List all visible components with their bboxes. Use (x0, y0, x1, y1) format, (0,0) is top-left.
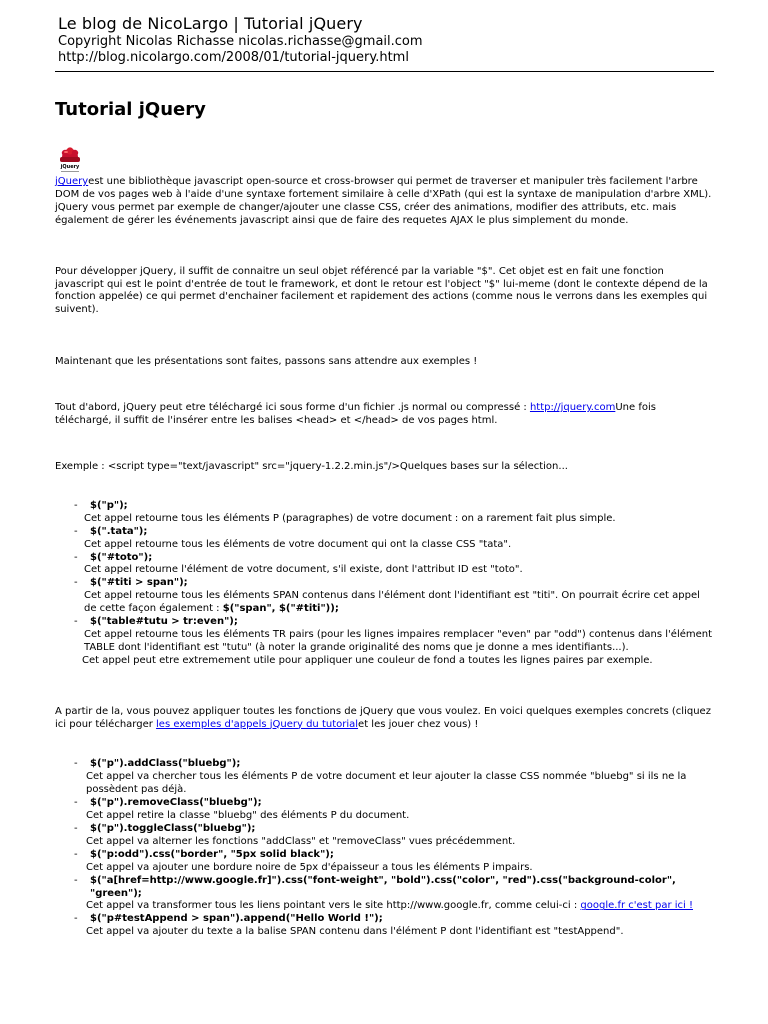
header-copyright: Copyright Nicolas Richasse nicolas.richasse@gmail.com (58, 34, 423, 49)
list-item (55, 797, 713, 823)
list-item (55, 577, 713, 616)
selector-desc-text: Cet appel retourne tous les éléments SPAN contenus dans l'élément dont l'identifiant est "titi". On pourrait écrire cet appel de cette façon également : (84, 590, 700, 615)
list-item (55, 552, 713, 578)
list-dash: - (74, 499, 78, 511)
method-code: $("a[href=http://www.google.fr]").css("font-weight", "bold").css("color", "red").css("background-color", "green"); (90, 874, 676, 899)
header-divider (55, 71, 714, 72)
list-dash: - (74, 913, 78, 925)
apply-paragraph (55, 706, 713, 732)
method-code: $("p").toggleClass("bluebg"); (90, 823, 256, 834)
selector-desc: Cet appel retourne tous les éléments de votre document qui ont la classe CSS "tata". (84, 538, 512, 550)
method-list (55, 758, 713, 939)
list-item (55, 758, 713, 797)
jquery-link[interactable]: jQuery (55, 176, 89, 187)
selector-code: $("#titi > span"); (90, 577, 188, 589)
list-item (55, 526, 713, 552)
selector-inline-code: $("span", $("#titi")); (222, 603, 339, 615)
selector-desc: Cet appel retourne l'élément de votre document, s'il existe, dont l'attribut ID est "toto". (84, 564, 523, 576)
list-dash: - (74, 616, 78, 628)
method-desc: Cet appel va alterner les fonctions "addClass" et "removeClass" vues précédemment. (86, 835, 516, 847)
header-title: Le blog de NicoLargo | Tutorial jQuery (58, 14, 363, 33)
examples-download-link[interactable]: les exemples d'appels jQuery du tutorial (156, 718, 359, 730)
intro-text: est une bibliothèque javascript open-source et cross-browser qui permet de traverser et manipuler très facilement l'arbre DOM de vos pages web à l'aide d'une syntaxe fortement similaire à celle d'XPath (qui est la syntaxe de manipulation d'arbre XML). jQuery vous permet par exemple de changer/ajouter une classe CSS, créer des animations, modifier des attributs, etc. mais également de gérer les événements javascript ainsi que de faire des requetes AJAX le plus simplement du monde. (55, 176, 712, 226)
list-dash: - (74, 797, 78, 809)
list-dash: - (74, 823, 78, 834)
selector-desc: Cet appel retourne tous les éléments TR pairs (pour les lignes impaires remplacer "even" par "odd") contenus dans l'élément TABLE dont l'identifiant est "tutu" (à noter la grande originalité des noms que je donne a mes identifiants...). (84, 628, 713, 653)
method-desc (55, 900, 713, 913)
method-desc: Cet appel va ajouter une bordure noire de 5px d'épaisseur a tous les éléments P impairs. (86, 861, 533, 873)
download-text-after: Une fois téléchargé, il suffit de l'insérer entre les balises <head> et </head> de vos pages html. (55, 402, 656, 427)
method-code: $("p#testAppend > span").append("Hello World !"); (90, 913, 383, 925)
list-item (55, 823, 713, 849)
article-body (55, 176, 713, 939)
list-dash: - (74, 551, 78, 563)
apply-text-after: et les jouer chez vous) ! (358, 718, 479, 730)
apply-text: A partir de la, vous pouvez appliquer toutes les fonctions de jQuery que vous voulez. En voici quelques exemples concrets (cliquez ici pour télécharger (55, 705, 711, 730)
selector-code: $("p"); (90, 499, 128, 511)
list-item (55, 616, 713, 668)
jquery-logo-icon (56, 146, 84, 176)
logo-caption: jQuery (60, 164, 80, 170)
list-dash: - (74, 758, 78, 770)
method-code: $("p").addClass("bluebg"); (90, 758, 241, 770)
list-item (55, 913, 713, 939)
example-line: Exemple : <script type="text/javascript" src="jquery-1.2.2.min.js"/>Quelques bases sur la sélection... (55, 460, 568, 472)
google-link[interactable]: google.fr c'est par ici ! (580, 900, 693, 912)
list-dash: - (74, 525, 78, 537)
selector-code: $(".tata"); (90, 525, 148, 537)
page-title: Tutorial jQuery (55, 99, 206, 120)
page-header (58, 14, 714, 66)
list-dash: - (74, 577, 78, 589)
list-item (55, 875, 713, 914)
header-url: http://blog.nicolargo.com/2008/01/tutorial-jquery.html (58, 50, 409, 65)
selector-desc: Cet appel retourne tous les éléments P (paragraphes) de votre document : on a rarement fait plus simple. (84, 512, 616, 524)
list-item (55, 500, 713, 526)
method-desc: Cet appel va ajouter du texte a la balise SPAN contenu dans l'élément P dont l'identifiant est "testAppend". (86, 926, 624, 938)
selector-desc (55, 590, 713, 616)
intro-examples-paragraph: Maintenant que les présentations sont faites, passons sans attendre aux exemples ! (55, 356, 478, 368)
method-code: $("p:odd").css("border", "5px solid black"); (90, 848, 334, 860)
jquery-download-link[interactable]: http://jquery.com (529, 402, 616, 414)
method-desc: Cet appel retire la classe "bluebg" des éléments P du document. (86, 810, 410, 822)
selector-note: Cet appel peut etre extremement utile pour appliquer une couleur de fond a toutes les lignes paires par exemple. (82, 654, 653, 666)
list-dash: - (74, 874, 78, 886)
selector-code: $("table#tutu > tr:even"); (90, 616, 238, 628)
selector-code: $("#toto"); (90, 551, 153, 563)
selector-list (55, 500, 713, 668)
download-paragraph (55, 402, 713, 428)
list-item (55, 849, 713, 875)
method-desc: Cet appel va chercher tous les éléments P de votre document et leur ajouter la classe CSS nommée "bluebg" si ils ne la possèdent pas déjà. (86, 771, 687, 796)
method-code: $("p").removeClass("bluebg"); (90, 797, 262, 809)
list-dash: - (74, 848, 78, 860)
object-paragraph: Pour développer jQuery, il suffit de connaitre un seul objet référencé par la variable "$". Cet objet est en fait une fonction javascript qui est le point d'entrée de tout le framework, et dont le retour est l'object "$" lui-meme (dont le contexte dépend de la fonction appelée) ce qui permet d'enchainer facilement et rapidement des actions (comme nous le verrons dans les exemples qui suivent). (55, 265, 708, 316)
method-desc-text: Cet appel va transformer tous les liens pointant vers le site http://www.google.fr, comme celui-ci : (86, 900, 581, 912)
intro-paragraph (55, 176, 713, 228)
download-text: Tout d'abord, jQuery peut etre téléchargé ici sous forme d'un fichier .js normal ou compressé : (55, 402, 530, 414)
